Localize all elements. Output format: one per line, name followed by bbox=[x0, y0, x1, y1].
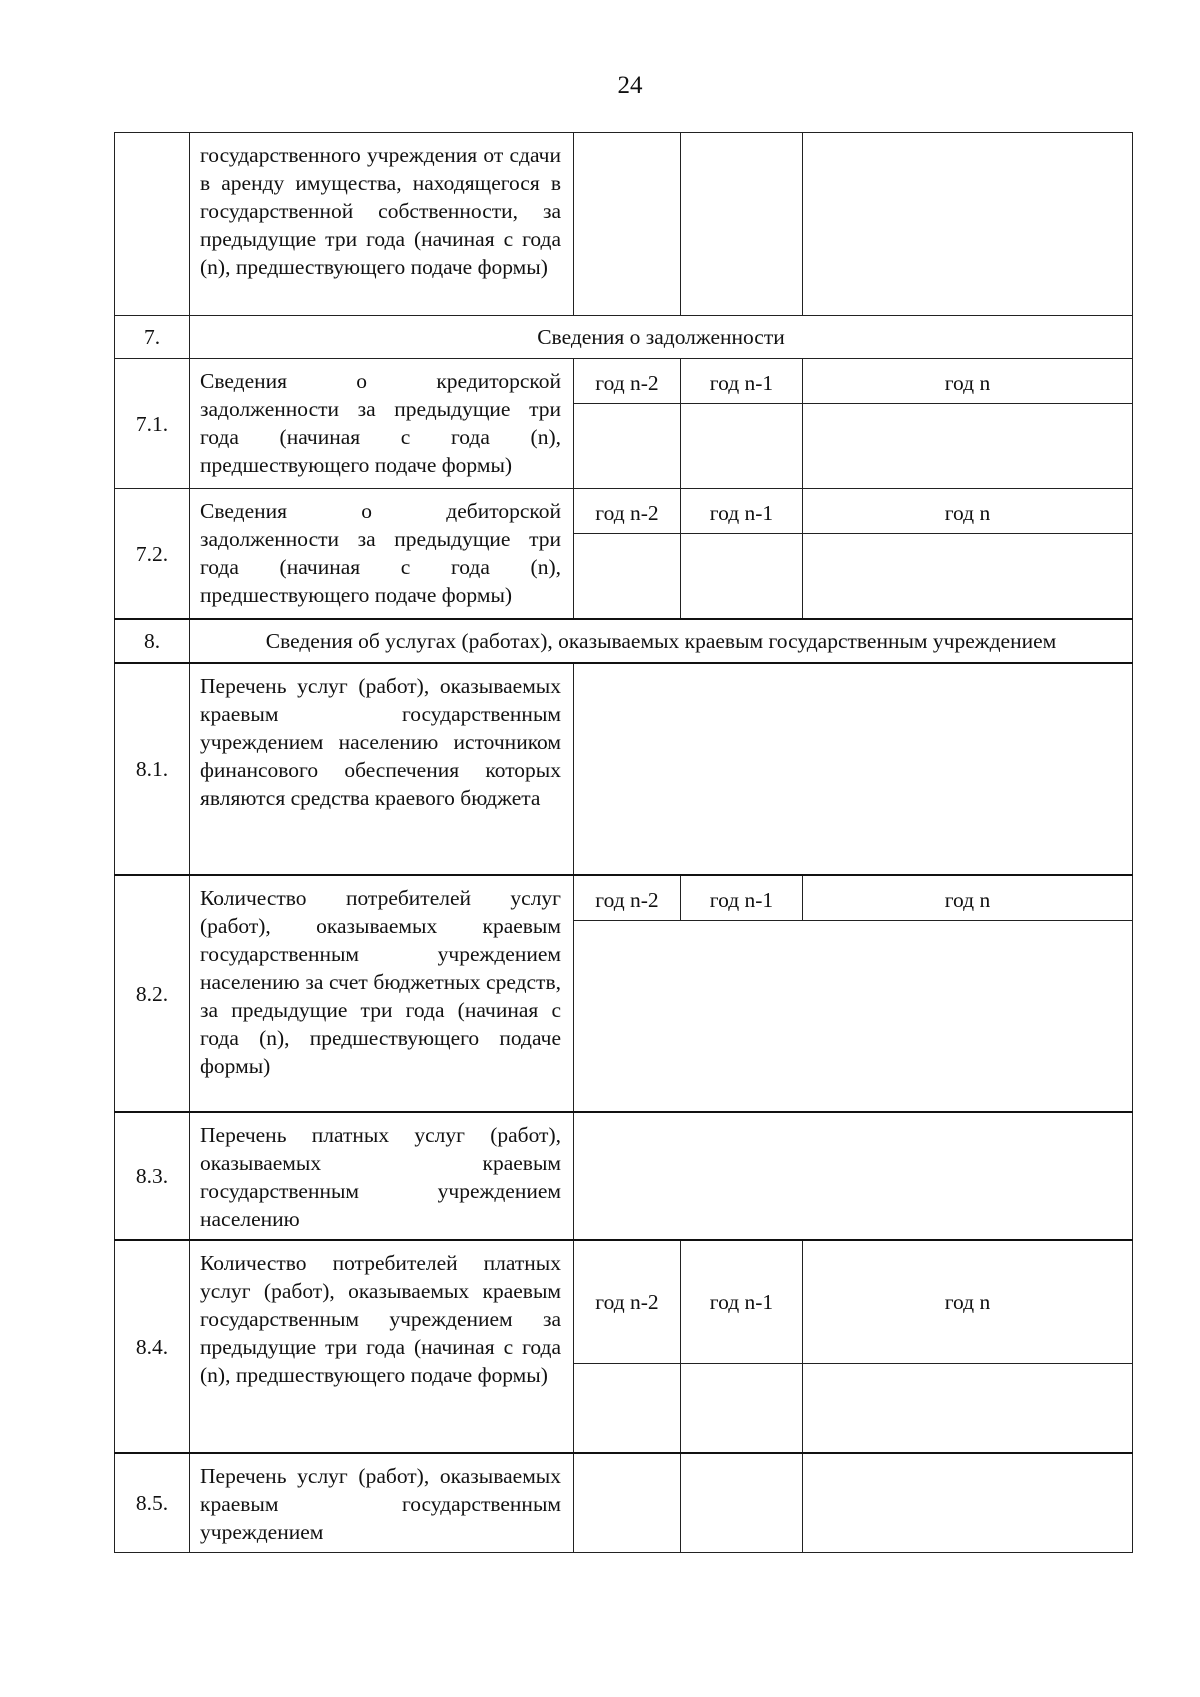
value-cell[interactable] bbox=[574, 921, 1133, 1113]
section-number: 8. bbox=[115, 619, 190, 663]
year-header-n: год n bbox=[803, 489, 1133, 534]
row-description: Перечень услуг (работ), оказываемых краевым государственным учреждением bbox=[190, 1453, 574, 1553]
row-description: Количество потребителей платных услуг (работ), оказываемых краевым государственным учреждением за предыдущие три года (начиная с года (n), предшествующего подаче формы) bbox=[190, 1240, 574, 1453]
value-cell bbox=[681, 133, 803, 316]
row-number: 8.5. bbox=[115, 1453, 190, 1553]
value-cell[interactable] bbox=[681, 534, 803, 620]
row-description: государственного учреждения от сдачи в аренду имущества, находящегося в государственной собственности, за предыдущие три года (начиная с года (n), предшествующего подаче формы) bbox=[190, 133, 574, 316]
value-cell[interactable] bbox=[803, 534, 1133, 620]
value-cell[interactable] bbox=[681, 1453, 803, 1553]
table-row bbox=[115, 663, 1133, 875]
row-number: 7.2. bbox=[115, 489, 190, 620]
page-number: 24 bbox=[617, 72, 643, 99]
year-header-n2: год n-2 bbox=[574, 489, 681, 534]
value-cell[interactable] bbox=[574, 404, 681, 489]
year-header-n2: год n-2 bbox=[574, 359, 681, 404]
form-table bbox=[114, 132, 1133, 1553]
section-title: Сведения об услугах (работах), оказываемых краевым государственным учреждением bbox=[190, 619, 1133, 663]
year-header-n1: год n-1 bbox=[681, 1240, 803, 1364]
year-header-n1: год n-1 bbox=[681, 875, 803, 921]
year-header-n: год n bbox=[803, 1240, 1133, 1364]
year-header-n: год n bbox=[803, 875, 1133, 921]
value-cell[interactable] bbox=[574, 1453, 681, 1553]
section-number: 7. bbox=[115, 316, 190, 359]
year-header-n2: год n-2 bbox=[574, 1240, 681, 1364]
table-row bbox=[115, 875, 1133, 921]
table-row bbox=[115, 489, 1133, 534]
row-number: 8.2. bbox=[115, 875, 190, 1112]
table-row bbox=[115, 133, 1133, 316]
row-number: 8.3. bbox=[115, 1112, 190, 1240]
value-cell[interactable] bbox=[574, 1364, 681, 1454]
value-cell[interactable] bbox=[574, 1112, 1133, 1240]
section-title: Сведения о задолженности bbox=[190, 316, 1133, 359]
value-cell bbox=[803, 133, 1133, 316]
year-header-n1: год n-1 bbox=[681, 489, 803, 534]
year-header-n2: год n-2 bbox=[574, 875, 681, 921]
value-cell[interactable] bbox=[574, 534, 681, 620]
row-description: Количество потребителей услуг (работ), оказываемых краевым государственным учреждением населению за счет бюджетных средств, за предыдущие три года (начиная с года (n), предшествующего подаче формы) bbox=[190, 875, 574, 1112]
row-description: Сведения о кредиторской задолженности за предыдущие три года (начиная с года (n), предшествующего подаче формы) bbox=[190, 359, 574, 489]
row-number: 7.1. bbox=[115, 359, 190, 489]
table-row bbox=[115, 1453, 1133, 1553]
value-cell bbox=[574, 133, 681, 316]
value-cell[interactable] bbox=[681, 1364, 803, 1454]
row-description: Перечень услуг (работ), оказываемых краевым государственным учреждением населению источником финансового обеспечения которых являются средства краевого бюджета bbox=[190, 663, 574, 875]
year-header-n1: год n-1 bbox=[681, 359, 803, 404]
row-number: 8.1. bbox=[115, 663, 190, 875]
year-header-n: год n bbox=[803, 359, 1133, 404]
value-cell[interactable] bbox=[803, 1364, 1133, 1454]
table-row bbox=[115, 1240, 1133, 1364]
section-row bbox=[115, 316, 1133, 359]
section-row bbox=[115, 619, 1133, 663]
row-number: 8.4. bbox=[115, 1240, 190, 1453]
row-description: Сведения о дебиторской задолженности за предыдущие три года (начиная с года (n), предшествующего подаче формы) bbox=[190, 489, 574, 620]
value-cell[interactable] bbox=[574, 663, 1133, 875]
table-row bbox=[115, 1112, 1133, 1240]
value-cell[interactable] bbox=[803, 1453, 1133, 1553]
value-cell[interactable] bbox=[681, 404, 803, 489]
value-cell[interactable] bbox=[803, 404, 1133, 489]
row-description: Перечень платных услуг (работ), оказываемых краевым государственным учреждением населению bbox=[190, 1112, 574, 1240]
row-number bbox=[115, 133, 190, 316]
table-row bbox=[115, 359, 1133, 404]
